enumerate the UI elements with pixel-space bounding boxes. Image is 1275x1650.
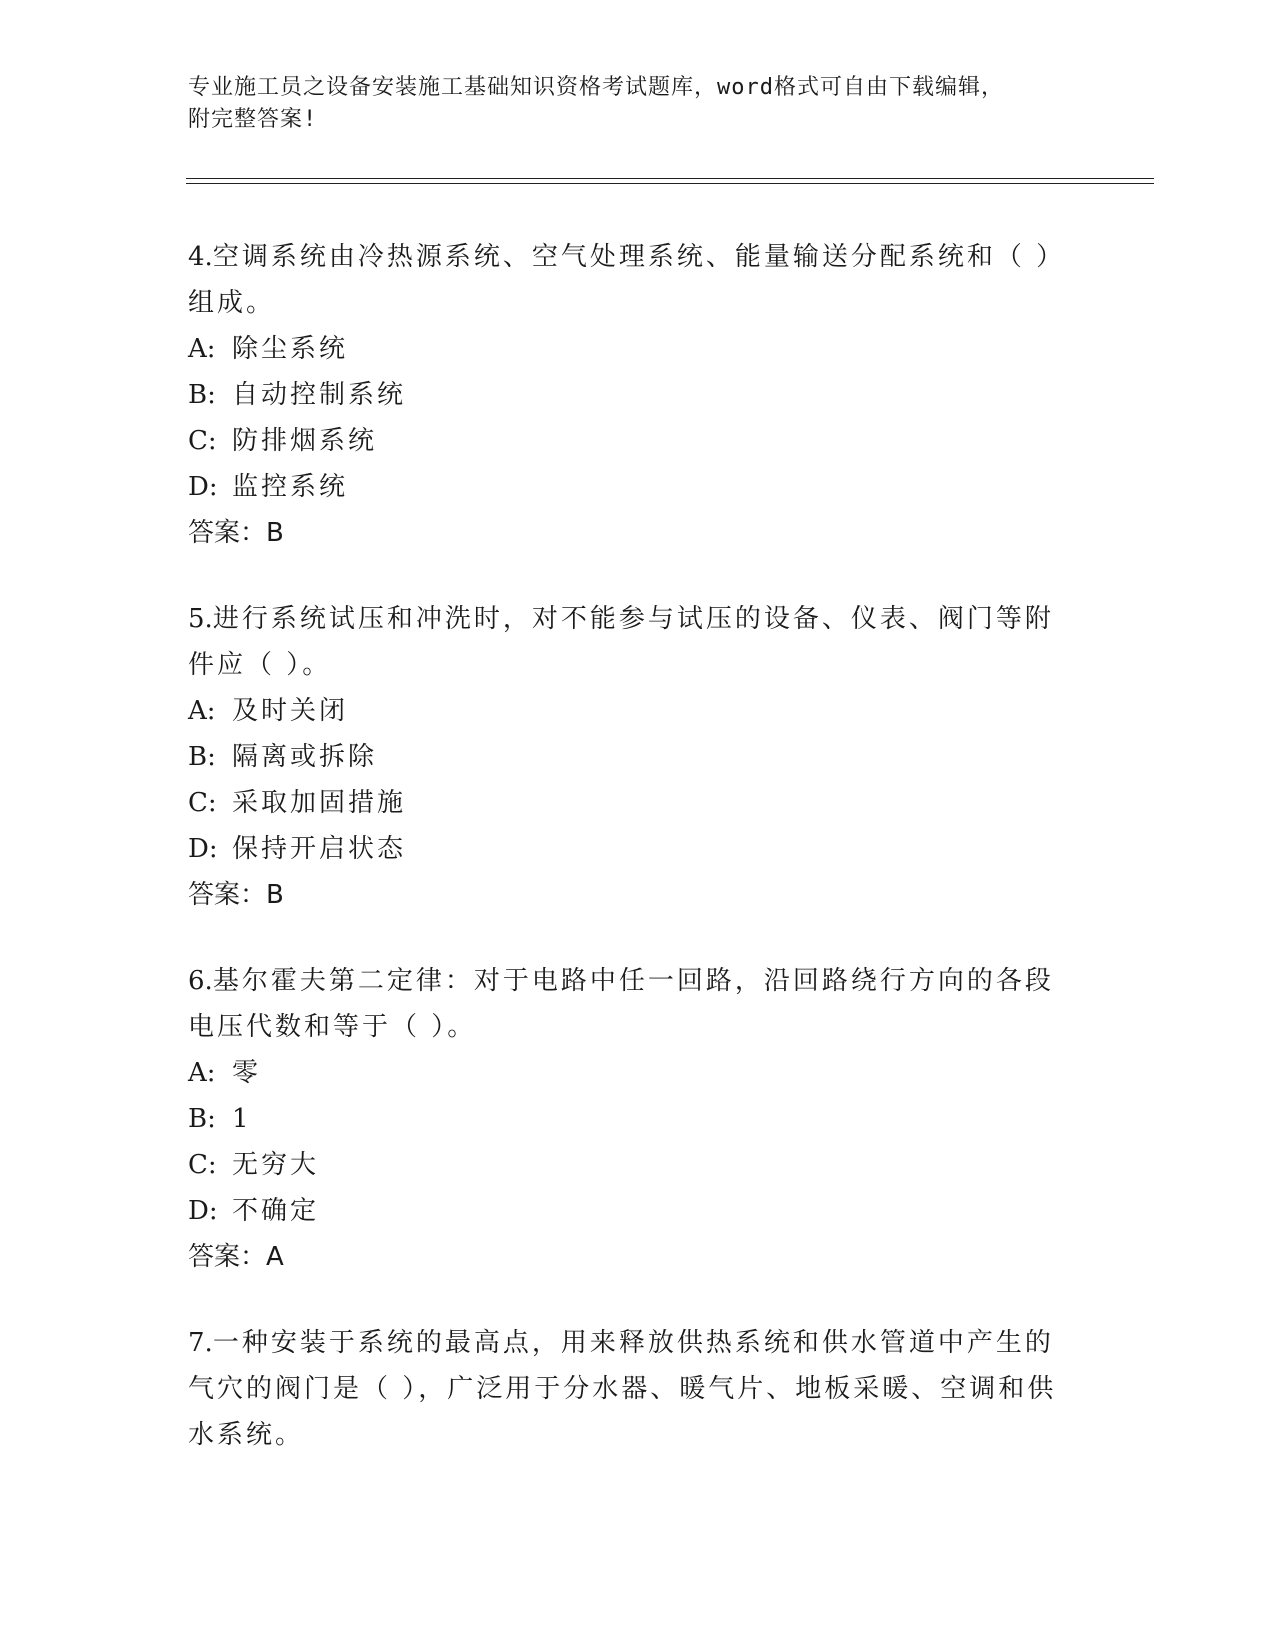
option-text: 保持开启状态 <box>232 834 407 864</box>
question-6 <box>188 958 1088 1280</box>
option-text: 采取加固措施 <box>232 788 407 818</box>
option-d <box>188 826 1088 872</box>
option-key: A: <box>188 696 216 726</box>
question-number: 7. <box>188 1328 213 1358</box>
question-stem <box>188 596 1068 688</box>
option-b <box>188 1096 1088 1142</box>
option-key: D: <box>188 472 218 502</box>
option-text: 监控系统 <box>232 472 349 502</box>
option-text: 1 <box>232 1104 252 1134</box>
option-text: 及时关闭 <box>232 696 349 726</box>
option-key: B: <box>188 380 216 410</box>
option-text: 自动控制系统 <box>232 380 407 410</box>
question-text: 基尔霍夫第二定律：对于电路中任一回路，沿回路绕行方向的各段电压代数和等于（ ）。 <box>188 966 1054 1042</box>
option-text: 隔离或拆除 <box>232 742 378 772</box>
header-divider-bottom <box>186 183 1154 184</box>
answer-label: 答案： <box>188 880 267 910</box>
header-divider-top <box>186 178 1154 179</box>
question-text: 进行系统试压和冲洗时，对不能参与试压的设备、仪表、阀门等附件应（ ）。 <box>188 604 1054 680</box>
question-number: 5. <box>188 604 213 634</box>
option-key: D: <box>188 834 218 864</box>
option-text: 无穷大 <box>232 1150 320 1180</box>
answer-label: 答案： <box>188 1242 267 1272</box>
question-number: 4. <box>188 242 213 272</box>
question-text: 空调系统由冷热源系统、空气处理系统、能量输送分配系统和（ ）组成。 <box>188 242 1066 318</box>
header-line-2: 附完整答案! <box>188 107 318 132</box>
option-text: 除尘系统 <box>232 334 349 364</box>
option-text: 零 <box>232 1058 262 1088</box>
option-key: D: <box>188 1196 218 1226</box>
answer-label: 答案： <box>188 518 267 548</box>
question-stem <box>188 1320 1068 1458</box>
option-a <box>188 1050 1088 1096</box>
question-number: 6. <box>188 966 213 996</box>
question-list <box>188 234 1088 1498</box>
option-a <box>188 326 1088 372</box>
option-key: C: <box>188 788 217 818</box>
question-4 <box>188 234 1088 556</box>
option-key: C: <box>188 426 217 456</box>
header-line-1: 专业施工员之设备安装施工基础知识资格考试题库，word格式可自由下载编辑， <box>188 75 1004 100</box>
option-key: A: <box>188 1058 216 1088</box>
answer-value: A <box>266 1242 284 1272</box>
question-stem <box>188 234 1068 326</box>
option-b <box>188 734 1088 780</box>
option-c <box>188 1142 1088 1188</box>
option-key: C: <box>188 1150 217 1180</box>
option-d <box>188 464 1088 510</box>
question-7 <box>188 1320 1088 1458</box>
answer-line <box>188 1234 1088 1280</box>
option-b <box>188 372 1088 418</box>
answer-value: B <box>266 880 284 910</box>
option-key: A: <box>188 334 216 364</box>
option-d <box>188 1188 1088 1234</box>
option-key: B: <box>188 742 216 772</box>
option-text: 不确定 <box>232 1196 320 1226</box>
option-c <box>188 780 1088 826</box>
option-key: B: <box>188 1104 216 1134</box>
document-header <box>188 72 1068 136</box>
option-c <box>188 418 1088 464</box>
question-5 <box>188 596 1088 918</box>
answer-line <box>188 872 1088 918</box>
question-text: 一种安装于系统的最高点，用来释放供热系统和供水管道中产生的气穴的阀门是（ ），广泛用于分水器、暖气片、地板采暖、空调和供水系统。 <box>188 1328 1057 1450</box>
option-a <box>188 688 1088 734</box>
question-stem <box>188 958 1068 1050</box>
answer-value: B <box>266 518 284 548</box>
answer-line <box>188 510 1088 556</box>
option-text: 防排烟系统 <box>232 426 378 456</box>
